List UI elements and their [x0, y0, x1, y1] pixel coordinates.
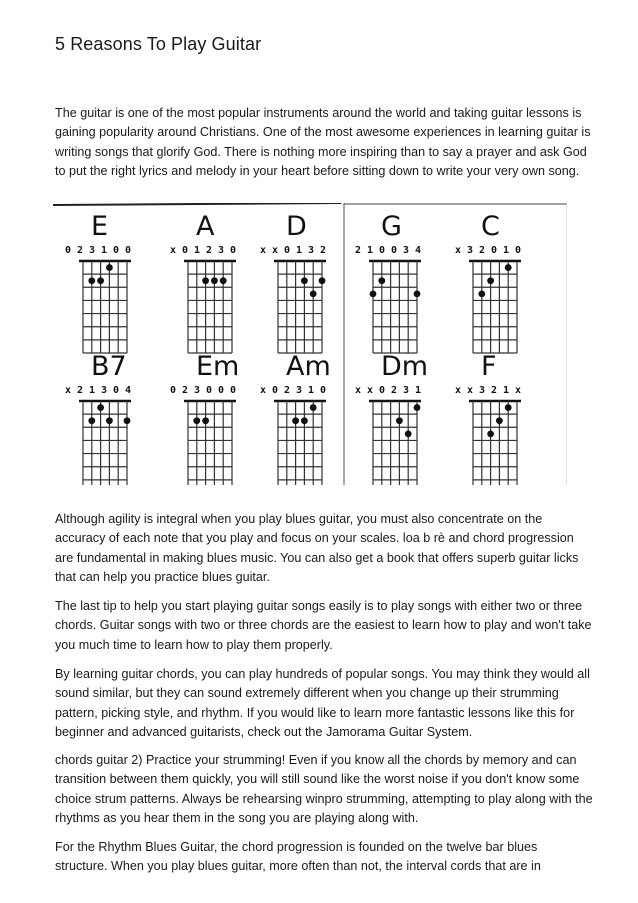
finger-dot [106, 264, 113, 271]
chord-fingering: 023100 [65, 245, 131, 256]
paragraph-last-tip: The last tip to help you start playing guitar songs easily is to play songs with either two or three chords. Guitar songs with two or three chords are the easiest to learn how to play and won't take you much time to learn how to play them properly. [55, 599, 592, 652]
finger-dot [487, 277, 494, 284]
chord-name: Em [196, 351, 240, 382]
finger-dot [97, 277, 104, 284]
paragraph-learning-chords: By learning guitar chords, you can play hundreds of popular songs. You may think they would all sound similar, but they can sound extremely different when you change up their strumming pattern, picking style, and rhythm. If you would like to learn more fantastic lessons like this for beginner and advanced guitarists, check out the Jamorama Guitar System. [55, 667, 590, 739]
chord-name: Am [286, 351, 331, 382]
finger-dot [310, 290, 317, 297]
finger-dot [496, 417, 503, 424]
finger-dot [301, 417, 308, 424]
finger-dot [414, 404, 421, 411]
chord-fingering: 210034 [355, 245, 421, 256]
chord-name: C [481, 211, 500, 242]
finger-dot [310, 404, 317, 411]
chord-name: F [481, 351, 497, 382]
finger-dot [301, 277, 308, 284]
chord-name: G [381, 211, 402, 242]
finger-dot [319, 277, 326, 284]
chord-fingering: xx0231 [355, 385, 421, 396]
finger-dot [97, 404, 104, 411]
chord-chart-svg [53, 203, 567, 485]
finger-dot [220, 277, 227, 284]
finger-dot [193, 417, 200, 424]
finger-dot [370, 290, 377, 297]
chord-fingering: x02310 [260, 385, 326, 396]
finger-dot [505, 404, 512, 411]
finger-dot [396, 417, 403, 424]
chord-chart-image [53, 203, 567, 485]
finger-dot [405, 430, 412, 437]
chord-name: E [91, 211, 109, 242]
chord-name: A [196, 211, 215, 242]
finger-dot [292, 417, 299, 424]
finger-dot [88, 417, 95, 424]
chord-fingering: x01230 [170, 245, 236, 256]
finger-dot [106, 417, 113, 424]
finger-dot [88, 277, 95, 284]
finger-dot [414, 290, 421, 297]
finger-dot [378, 277, 385, 284]
paragraph-rhythm-blues: For the Rhythm Blues Guitar, the chord progression is founded on the twelve bar blues structure. When you play blues guitar, more often than not, the interval cords that are in [55, 840, 541, 874]
chord-fingering: x21304 [65, 385, 131, 396]
chord-fingering: 023000 [170, 385, 236, 396]
finger-dot [202, 417, 209, 424]
finger-dot [202, 277, 209, 284]
finger-dot [211, 277, 218, 284]
chord-fingering: xx321x [455, 385, 521, 396]
chord-name: Dm [381, 351, 429, 382]
finger-dot [124, 417, 131, 424]
chord-name: D [286, 211, 307, 242]
finger-dot [487, 430, 494, 437]
chord-name: B7 [91, 351, 127, 382]
chord-fingering: x32010 [455, 245, 521, 256]
paragraph-blues-agility: Although agility is integral when you play blues guitar, you must also concentrate on the accuracy of each note that you play and focus on your scales. loa b rè and chord progression are fundamental in making blues music. You can also get a book that offers superb guitar licks that can help you practice blues guitar. [55, 512, 579, 584]
page-title: 5 Reasons To Play Guitar [55, 34, 262, 54]
finger-dot [505, 264, 512, 271]
chord-fingering: xx0132 [260, 245, 326, 256]
finger-dot [478, 290, 485, 297]
paragraph-strumming: chords guitar 2) Practice your strumming! Even if you know all the chords by memory and can transition between them quickly, you will still sound like the worst noise if you don't know some choice strum patterns. Always be rehearsing winpro strumming, attempting to play along with the rhythms as you hear them in the song you are playing along with. [55, 753, 593, 825]
paragraph-intro: The guitar is one of the most popular instruments around the world and taking guitar lessons is gaining popularity around Christians. One of the most awesome experiences in learning guitar is writing songs that glorify God. There is nothing more inspiring than to say a prayer and ask God to put the right lyrics and melody in your heart before sitting down to write your very own song. [55, 106, 591, 178]
